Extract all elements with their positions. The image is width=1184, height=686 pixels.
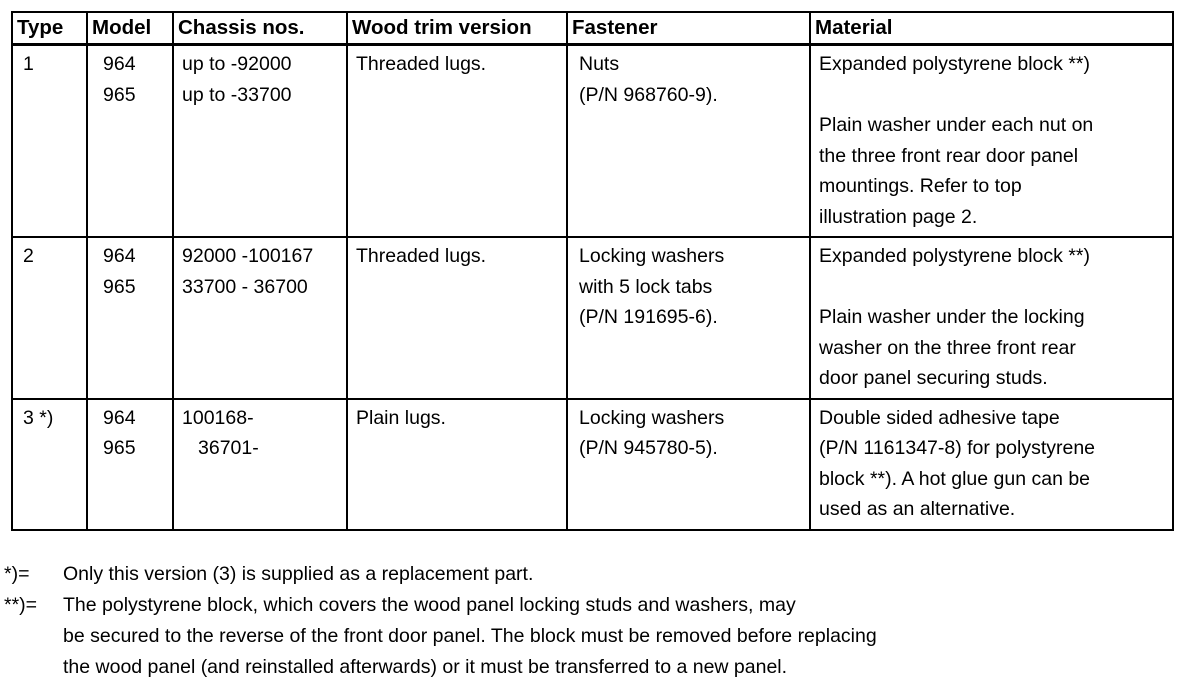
- footnote-text: [63, 559, 1180, 590]
- footnote-line: The polystyrene block, which covers the wood panel locking studs and washers, may: [63, 594, 796, 616]
- model-cell: [87, 399, 173, 530]
- fastener-cell: [567, 45, 810, 238]
- material-line: Double sided adhesive tape: [819, 406, 1060, 429]
- material-cell: [810, 237, 1173, 399]
- chassis-cell: [173, 399, 347, 530]
- fastener-line: Locking washers: [579, 245, 725, 267]
- material-line: used as an alternative.: [819, 498, 1016, 520]
- footnote-text: [63, 590, 1180, 683]
- fastener-cell: [567, 399, 810, 530]
- model-value: 965: [103, 83, 136, 106]
- model-value: 964: [103, 406, 136, 429]
- chassis-value: 33700 - 36700: [182, 275, 308, 298]
- fastener-line: (P/N 968760-9).: [579, 83, 718, 106]
- header-model: Model: [87, 12, 173, 45]
- footnote-mark: **)=: [4, 594, 38, 616]
- header-type: Type: [12, 12, 87, 45]
- material-line: Expanded polystyrene block **): [819, 53, 1090, 75]
- chassis-cell: [173, 45, 347, 238]
- material-note-line: the three front rear door panel: [819, 144, 1079, 167]
- material-note-line: Plain washer under the locking: [819, 306, 1085, 328]
- footnote-line: Only this version (3) is supplied as a replacement part.: [63, 563, 534, 585]
- wood-trim-cell: [347, 399, 567, 530]
- type-cell: [12, 399, 87, 530]
- footnote: [4, 559, 1180, 590]
- model-cell: [87, 237, 173, 399]
- wood-trim-cell: [347, 45, 567, 238]
- cell-spacer: [819, 272, 1166, 303]
- fastener-line: Locking washers: [579, 406, 725, 429]
- chassis-value: 92000 -100167: [182, 245, 314, 267]
- header-chassis: Chassis nos.: [173, 12, 347, 45]
- material-note-line: illustration page 2.: [819, 205, 978, 228]
- wood-trim-cell: [347, 237, 567, 399]
- chassis-value: 100168-: [182, 406, 254, 429]
- material-note-line: washer on the three front rear: [819, 336, 1076, 359]
- model-value: 965: [103, 275, 136, 298]
- cell-spacer: [819, 80, 1166, 111]
- material-note-line: mountings. Refer to top: [819, 175, 1022, 197]
- model-value: 964: [103, 53, 136, 75]
- model-value: 965: [103, 437, 136, 459]
- type-value: 3 *): [23, 406, 54, 429]
- model-value: 964: [103, 245, 136, 267]
- table-header-row: [12, 12, 1173, 45]
- material-line: (P/N 1161347-8) for polystyrene: [819, 437, 1096, 459]
- material-cell: [810, 399, 1173, 530]
- type-value: 1: [23, 53, 34, 75]
- fastener-line: (P/N 191695-6).: [579, 306, 718, 328]
- footnote-mark: *)=: [4, 563, 30, 585]
- type-value: 2: [23, 245, 34, 267]
- fastener-line: Nuts: [579, 53, 620, 75]
- fastener-line: with 5 lock tabs: [579, 275, 713, 298]
- wood-trim-value: Threaded lugs.: [356, 245, 487, 267]
- header-wood-trim: Wood trim version: [347, 12, 567, 45]
- fastener-line: (P/N 945780-5).: [579, 437, 718, 459]
- type-cell: [12, 45, 87, 238]
- material-line: block **). A hot glue gun can be: [819, 467, 1091, 490]
- header-fastener: Fastener: [567, 12, 810, 45]
- wood-trim-value: Threaded lugs.: [356, 53, 487, 75]
- header-material: Material: [810, 12, 1173, 45]
- chassis-value: up to -92000: [182, 53, 292, 75]
- material-note-line: Plain washer under each nut on: [819, 114, 1094, 136]
- type-cell: [12, 237, 87, 399]
- fastener-cell: [567, 237, 810, 399]
- chassis-cell: [173, 237, 347, 399]
- footnote-line: be secured to the reverse of the front door panel. The block must be removed before replacing: [63, 625, 877, 647]
- footnote-line: the wood panel (and reinstalled afterwards) or it must be transferred to a new panel.: [63, 656, 788, 678]
- fastener-table: [11, 11, 1174, 531]
- chassis-value: 36701-: [198, 437, 259, 459]
- wood-trim-value: Plain lugs.: [356, 406, 446, 429]
- footnote: [4, 590, 1180, 683]
- table-row: [12, 399, 1173, 530]
- model-cell: [87, 45, 173, 238]
- chassis-value: up to -33700: [182, 83, 292, 106]
- table-row: [12, 237, 1173, 399]
- material-cell: [810, 45, 1173, 238]
- table-row: [12, 45, 1173, 238]
- material-line: Expanded polystyrene block **): [819, 245, 1090, 267]
- footnotes: [4, 559, 1180, 683]
- material-note-line: door panel securing studs.: [819, 367, 1048, 389]
